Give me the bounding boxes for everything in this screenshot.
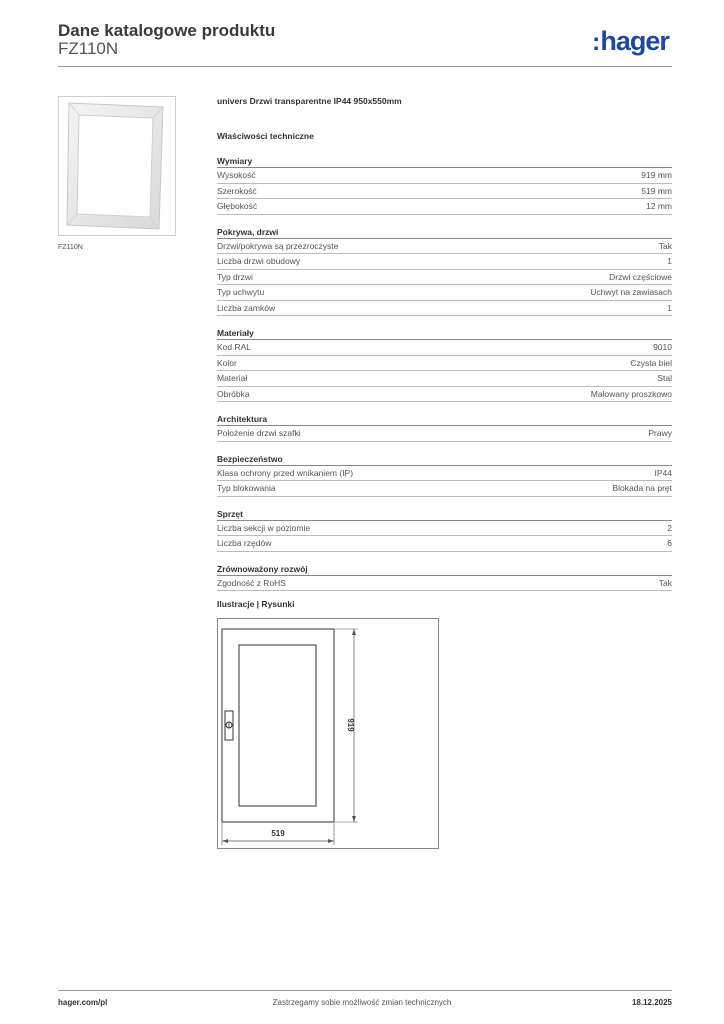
footer-notice: Zastrzegamy sobie możliwość zmian technicznych [272,998,452,1007]
spec-label: Klasa ochrony przed wnikaniem (IP) [217,467,354,478]
product-code: FZ110N [58,39,119,58]
spec-value: Stal [657,373,672,383]
page-title: Dane katalogowe produktu [58,21,276,40]
spec-label: Liczba rzędów [217,538,272,548]
spec-row [217,387,672,403]
door-thumbnail-image [59,97,175,235]
thumbnail-caption: FZ110N [58,244,83,251]
spec-label: Szerokość [217,185,257,196]
spec-row [217,356,672,372]
spec-value: Uchwyt na zawiasach [590,287,672,297]
spec-section-title: Bezpieczeństwo [217,453,672,466]
spec-row [217,371,672,387]
spec-section-title: Sprzęt [217,508,672,521]
spec-label: Typ drzwi [217,271,253,282]
spec-section [217,327,672,402]
spec-row [217,576,672,592]
spec-value: Malowany proszkowo [590,388,672,399]
spec-section [217,508,672,552]
spec-label: Liczba drzwi obudowy [217,256,301,266]
spec-section [217,155,672,215]
spec-section [217,413,672,442]
header-divider [58,66,672,67]
spec-row [217,184,672,200]
spec-row [217,254,672,270]
spec-section [217,453,672,497]
spec-value: Blokada na pręt [612,483,672,493]
window-outline [239,645,316,806]
product-title: univers Drzwi transparentne IP44 950x550mm [217,96,402,106]
spec-row [217,340,672,356]
width-dimension-label: 519 [271,829,285,838]
spec-row [217,481,672,497]
spec-value: Tak [658,577,672,588]
spec-value: 2 [667,522,672,533]
spec-label: Obróbka [217,388,250,399]
spec-section-title: Materiały [217,327,672,340]
spec-value: Drzwi częściowe [609,271,672,282]
footer-date: 18.12.2025 [631,998,672,1007]
logo-colon-mark: : [592,28,600,56]
spec-label: Głębokość [217,201,258,211]
spec-value: 919 mm [641,170,672,180]
spec-row [217,168,672,184]
spec-value: Czysta biel [630,357,672,368]
spec-label: Położenie drzwi szafki [217,428,301,438]
spec-label: Typ uchwytu [217,287,265,297]
spec-value: IP44 [654,467,672,478]
spec-row [217,426,672,442]
spec-label: Wysokość [217,170,256,180]
spec-value: 6 [667,538,672,548]
hager-logo [592,26,669,57]
spec-row [217,285,672,301]
spec-section [217,226,672,317]
spec-section [217,563,672,592]
footer-website-link[interactable]: hager.com/pl [58,998,108,1007]
spec-label: Materiał [217,373,248,383]
spec-row [217,466,672,482]
specifications-table [217,155,672,602]
spec-label: Kod RAL [217,342,252,352]
spec-row [217,536,672,552]
spec-row [217,521,672,537]
logo-text: hager [600,26,669,56]
product-thumbnail [58,96,176,236]
spec-label: Typ blokowania [217,483,276,493]
spec-label: Liczba sekcji w poziomie [217,522,311,533]
spec-value: 1 [667,256,672,266]
spec-row [217,199,672,215]
spec-row [217,270,672,286]
door-dimension-drawing [218,619,438,848]
lock-icon [225,711,233,740]
spec-label: Kolor [217,357,237,368]
spec-section-title: Pokrywa, drzwi [217,226,672,239]
technical-drawing [217,618,439,849]
spec-row [217,301,672,317]
spec-label: Drzwi/pokrywa są przezroczyste [217,240,339,251]
spec-label: Liczba zamków [217,302,276,313]
spec-value: 1 [667,302,672,313]
technical-properties-heading: Właściwości techniczne [217,131,314,141]
spec-label: Zgodność z RoHS [217,577,286,588]
spec-value: Prawy [648,428,672,438]
spec-section-title: Architektura [217,413,672,426]
spec-value: 9010 [653,342,672,352]
spec-row [217,239,672,255]
spec-value: 519 mm [641,185,672,196]
spec-section-title: Wymiary [217,155,672,168]
spec-section-title: Zrównoważony rozwój [217,563,672,576]
footer-divider [58,990,672,991]
spec-value: Tak [658,240,672,251]
height-dimension-label: 919 [346,718,355,732]
spec-value: 12 mm [646,201,672,211]
illustrations-heading: Ilustracje | Rysunki [217,599,295,609]
